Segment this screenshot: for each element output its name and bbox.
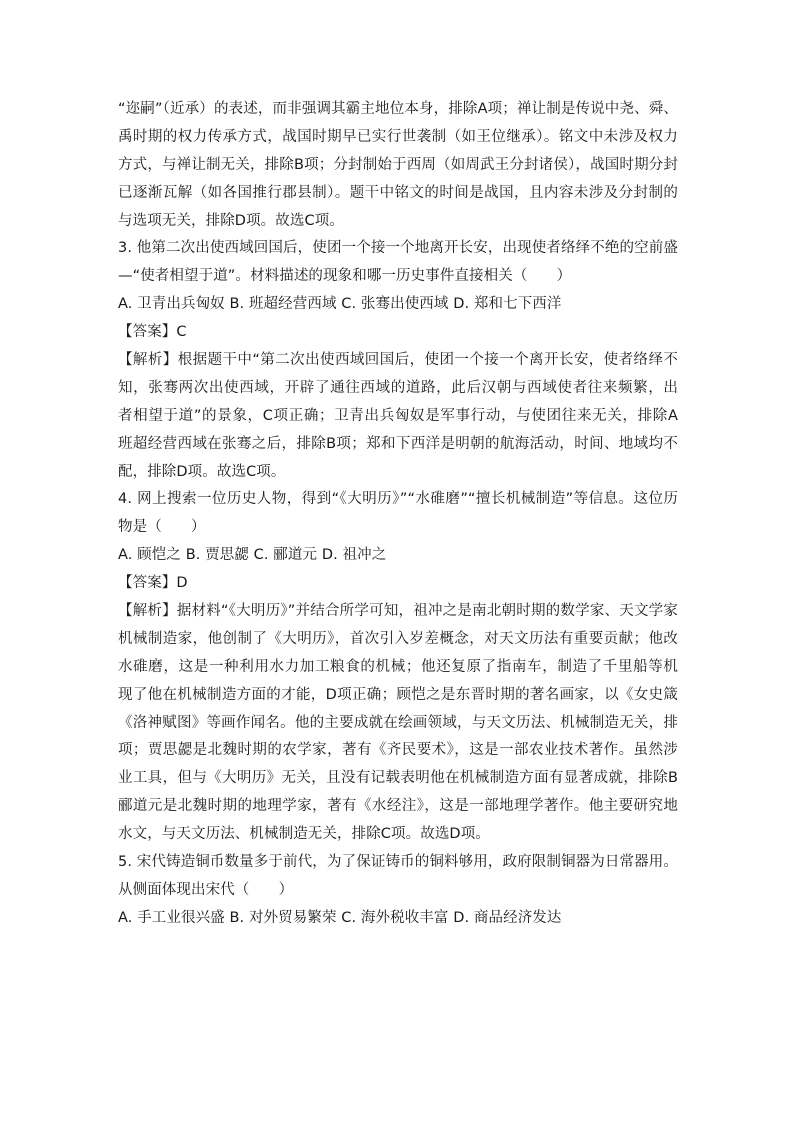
question-4-stem: 4. 网上搜索一位历史人物，得到“《大明历》”“水碓磨”“擅长机械制造”等信息。这位历	[118, 491, 678, 508]
question-4-explanation: 水碓磨，这是一种利用水力加工粮食的机械；他还复原了指南车，制造了千里船等机	[118, 658, 678, 675]
question-4-explanation: 业工具，但与《大明历》无关，且没有记载表明他在机械制造方面有显著成就，排除B	[118, 770, 678, 787]
question-5-stem: 5. 宋代铸造铜币数量多于前代，为了保证铸币的铜料够用，政府限制铜器为日常器用。	[118, 854, 678, 871]
explanation-line: 已逐渐瓦解（如各国推行郡县制）。题干中铭文的时间是战国，且内容未涉及分封制的	[118, 184, 678, 201]
question-3-explanation: 配，排除D项。故选C项。	[118, 463, 286, 480]
question-3-explanation: 知，张骞两次出使西域，开辟了通往西域的道路，此后汉朝与西域使者往来频繁，出	[118, 379, 678, 396]
question-5-options: A. 手工业很兴盛 B. 对外贸易繁荣 C. 海外税收丰富 D. 商品经济发达	[118, 909, 562, 926]
document-body	[118, 96, 678, 933]
question-3-stem: 3. 他第二次出使西域回国后，使团一个接一个地离开长安，出现使者络绎不绝的空前盛	[118, 240, 678, 257]
question-3-explanation: 【解析】根据题干中“第二次出使西域回国后，使团一个接一个离开长安，使者络绎不	[118, 352, 678, 369]
explanation-line: 禹时期的权力传承方式，战国时期早已实行世袭制（如王位继承）。铭文中未涉及权力	[118, 128, 678, 145]
question-4-answer: 【答案】D	[118, 575, 188, 592]
explanation-line: 方式，与禅让制无关，排除B项；分封制始于西周（如周武王分封诸侯），战国时期分封	[118, 156, 678, 173]
question-3-options: A. 卫青出兵匈奴 B. 班超经营西域 C. 张骞出使西域 D. 郑和七下西洋	[118, 296, 562, 313]
question-5-stem: 从侧面体现出宋代（ ）	[118, 881, 294, 898]
question-4-stem: 物是（ ）	[118, 519, 206, 536]
question-4-explanation: 水文，与天文历法、机械制造无关，排除C项。故选D项。	[118, 826, 490, 843]
question-3-explanation: 者相望于道”的景象，C项正确；卫青出兵匈奴是军事行动，与使团往来无关，排除A	[118, 407, 678, 424]
question-4-explanation: 机械制造家，他创制了《大明历》，首次引入岁差概念，对天文历法有重要贡献；他改	[118, 630, 678, 647]
question-3-stem: —“使者相望于道”。材料描述的现象和哪一历史事件直接相关（ ）	[118, 268, 572, 285]
question-4-explanation: 项；贾思勰是北魏时期的农学家，著有《齐民要术》，这是一部农业技术著作。虽然涉	[118, 742, 678, 759]
question-4-explanation: 【解析】据材料“《大明历》”并结合所学可知，祖冲之是南北朝时期的数学家、天文学家	[118, 603, 678, 620]
question-4-explanation: 郦道元是北魏时期的地理学家，著有《水经注》，这是一部地理学著作。他主要研究地	[118, 798, 678, 815]
question-4-explanation: 现了他在机械制造方面的才能，D项正确；顾恺之是东晋时期的著名画家，以《女史箴	[118, 686, 678, 703]
question-3-answer: 【答案】C	[118, 324, 187, 341]
question-4-options: A. 顾恺之 B. 贾思勰 C. 郦道元 D. 祖冲之	[118, 547, 387, 564]
explanation-line: “迩嗣”（近承）的表述，而非强调其霸主地位本身，排除A项；禅让制是传说中尧、舜、	[118, 101, 678, 117]
question-3-explanation: 班超经营西域在张骞之后，排除B项；郑和下西洋是明朝的航海活动，时间、地域均不	[118, 435, 678, 452]
explanation-line: 与选项无关，排除D项。故选C项。	[118, 212, 344, 229]
question-4-explanation: 《洛神赋图》等画作闻名。他的主要成就在绘画领域，与天文历法、机械制造无关，排	[118, 714, 678, 731]
